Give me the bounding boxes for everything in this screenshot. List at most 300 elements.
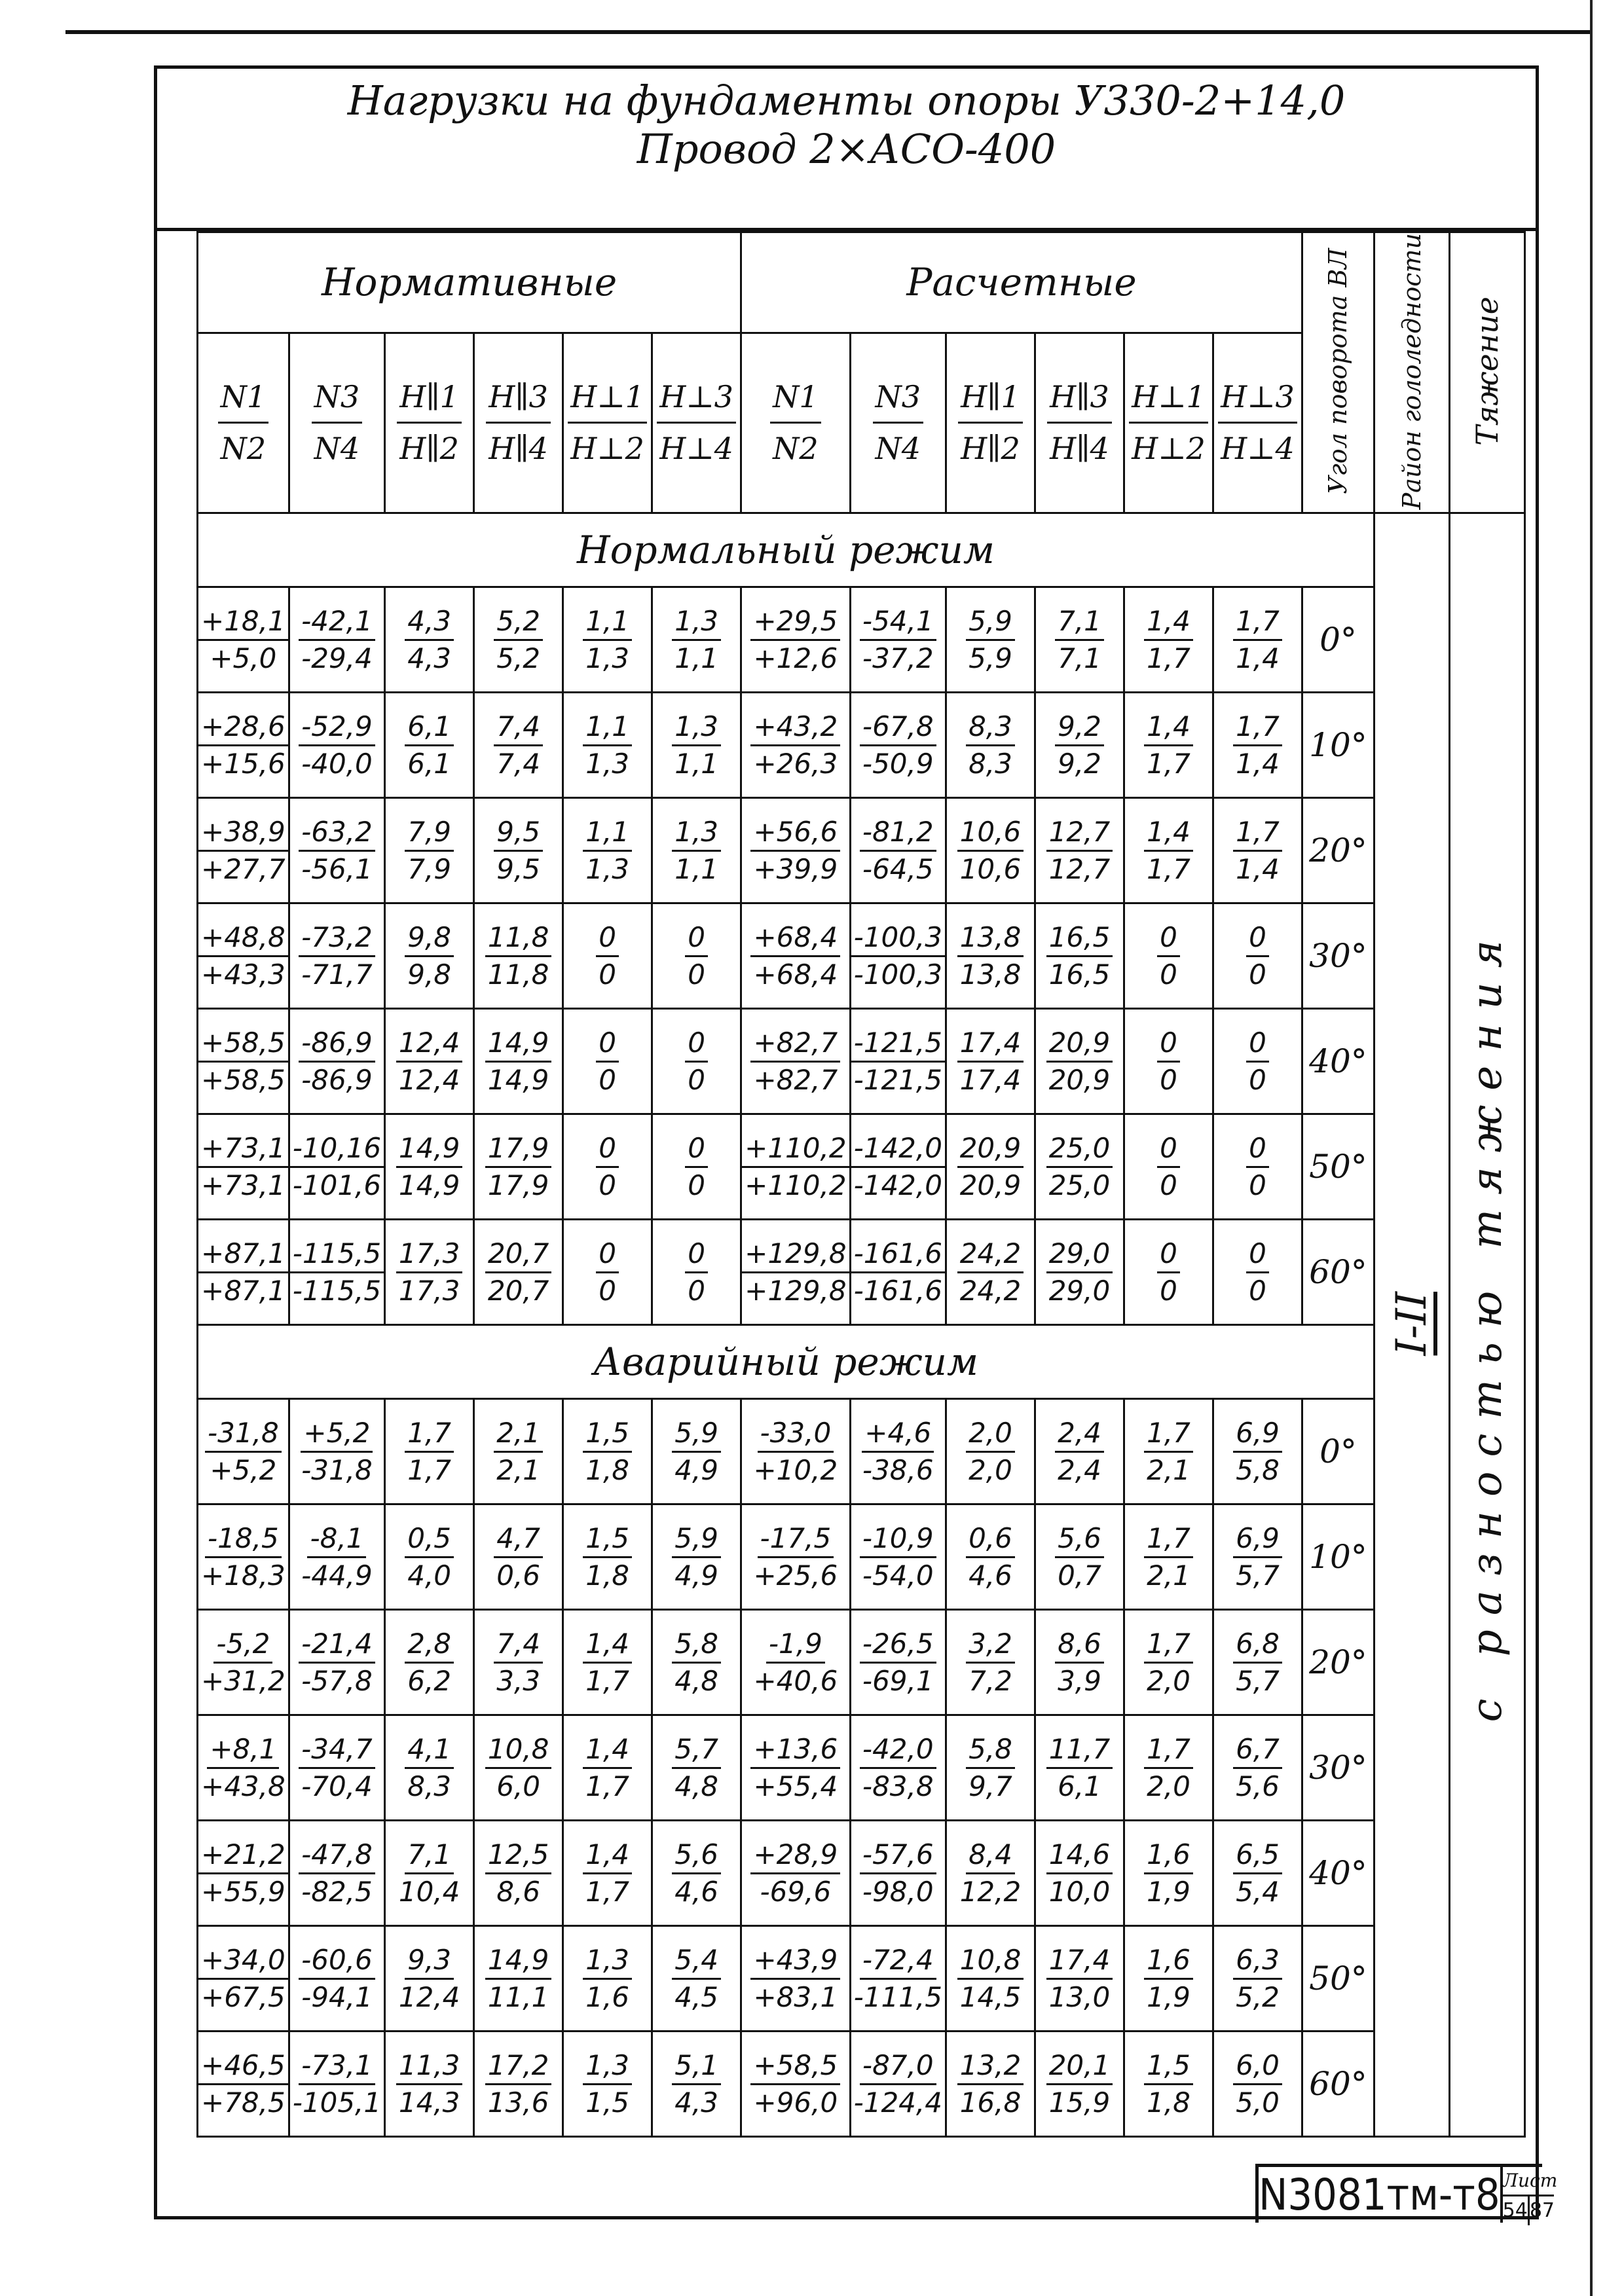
table-cell (289, 1926, 384, 2032)
table-row (198, 2032, 1525, 2137)
value-bottom: 1,7 (585, 1770, 630, 1802)
value-bottom: +15,6 (201, 747, 286, 780)
value-bottom: 11,8 (487, 958, 549, 991)
value-top: 9,8 (405, 920, 454, 957)
sheet-title (157, 77, 1536, 173)
value-top: +13,6 (750, 1732, 840, 1769)
sheet-info (1500, 2167, 1558, 2223)
value-bottom: 1,1 (674, 852, 719, 885)
table-row (198, 1926, 1525, 2032)
table-row (198, 1715, 1525, 1821)
value-bottom: -94,1 (301, 1980, 373, 2013)
value-bottom: -100,3 (853, 958, 942, 991)
value-top: 1,4 (583, 1626, 632, 1664)
value-top: 6,8 (1233, 1626, 1282, 1664)
value-bottom: +87,1 (201, 1274, 286, 1307)
value-bottom: 14,9 (487, 1063, 549, 1096)
value-bottom: 4,8 (674, 1664, 719, 1697)
value-bottom: 9,5 (496, 852, 541, 885)
value-bottom: +55,4 (753, 1770, 838, 1802)
value-top: 2,0 (966, 1415, 1015, 1453)
table-cell (1213, 903, 1302, 1009)
value-bottom: 12,4 (398, 1063, 460, 1096)
value-top: +38,9 (198, 814, 288, 852)
value-top: -54,1 (860, 604, 936, 641)
angle-cell: 10° (1302, 693, 1374, 798)
value-bottom: 2,1 (1147, 1453, 1190, 1486)
value-bottom: -71,7 (301, 958, 373, 991)
value-top: 4,1 (405, 1732, 454, 1769)
value-top: -31,8 (205, 1415, 282, 1453)
value-bottom: -70,4 (301, 1770, 373, 1802)
table-cell (946, 1504, 1035, 1610)
table-cell (1124, 1114, 1213, 1220)
value-bottom: 4,9 (674, 1559, 719, 1592)
table-cell (850, 1821, 946, 1926)
table-cell (1213, 1926, 1302, 2032)
table-cell (385, 693, 474, 798)
value-bottom: -86,9 (301, 1063, 373, 1096)
value-bottom: 1,9 (1147, 1980, 1190, 2013)
value-top: 1,1 (583, 709, 632, 746)
value-bottom: 7,1 (1058, 642, 1101, 674)
table-cell (850, 587, 946, 693)
value-bottom: -31,8 (301, 1453, 373, 1486)
value-bottom: 25,0 (1048, 1169, 1111, 1201)
table-cell (1213, 693, 1302, 798)
table-cell (289, 1715, 384, 1821)
value-bottom: +58,5 (201, 1063, 286, 1096)
value-top: -21,4 (299, 1626, 375, 1664)
table-cell (850, 1715, 946, 1821)
value-top: H∥3 (486, 372, 551, 424)
table-cell (652, 1399, 741, 1504)
table-row (198, 1009, 1525, 1114)
value-top: 8,3 (966, 709, 1015, 746)
value-bottom: -56,1 (301, 852, 373, 885)
table-cell (850, 1399, 946, 1504)
value-top: 4,7 (494, 1521, 543, 1558)
table-cell (1035, 1715, 1124, 1821)
value-bottom: 0 (688, 958, 705, 991)
value-top: 5,7 (672, 1732, 721, 1769)
value-bottom: 2,0 (1147, 1664, 1190, 1697)
value-top: +43,2 (750, 709, 840, 746)
table-cell (563, 1926, 652, 2032)
value-bottom: +5,2 (210, 1453, 277, 1486)
value-top: +8,1 (207, 1732, 279, 1769)
table-cell (385, 1399, 474, 1504)
table-cell (946, 1009, 1035, 1114)
value-bottom: 0 (1249, 1169, 1266, 1201)
header-angle: Угол поворота ВЛ (1302, 232, 1374, 513)
value-top: 11,3 (396, 2048, 463, 2085)
value-top: 5,6 (1055, 1521, 1104, 1558)
value-bottom: -69,6 (760, 1875, 832, 1908)
value-top: N1 (218, 372, 269, 424)
table-cell (1124, 798, 1213, 903)
table-cell (652, 1821, 741, 1926)
table-cell (1035, 1009, 1124, 1114)
table-cell (198, 1610, 289, 1715)
value-bottom: 14,9 (398, 1169, 460, 1201)
value-top: 1,6 (1144, 1837, 1193, 1874)
table-cell (563, 1009, 652, 1114)
value-top: 13,2 (957, 2048, 1024, 2085)
value-top: -42,1 (299, 604, 375, 641)
table-cell (563, 903, 652, 1009)
value-top: 1,7 (1233, 709, 1282, 746)
value-bottom: 4,0 (407, 1559, 452, 1592)
value-top: 7,1 (1055, 604, 1104, 641)
value-bottom: 1,7 (1147, 747, 1190, 780)
value-bottom: 17,3 (398, 1274, 460, 1307)
value-top: 17,9 (485, 1131, 552, 1168)
value-top: 1,4 (583, 1837, 632, 1874)
value-top: 24,2 (957, 1236, 1024, 1273)
value-top: 0 (596, 920, 619, 957)
table-cell (946, 1926, 1035, 2032)
table-cell (198, 1009, 289, 1114)
value-bottom: 0 (599, 1063, 616, 1096)
value-top: 6,9 (1233, 1521, 1282, 1558)
value-top: 14,9 (485, 1025, 552, 1063)
value-bottom: 7,4 (496, 747, 541, 780)
drawing-frame (154, 65, 1558, 2222)
table-cell (563, 587, 652, 693)
value-bottom: -121,5 (853, 1063, 942, 1096)
value-top: 1,5 (583, 1521, 632, 1558)
value-bottom: H⊥2 (570, 431, 644, 467)
value-bottom: 5,8 (1236, 1453, 1280, 1486)
value-bottom: +27,7 (201, 852, 286, 885)
table-row (198, 1504, 1525, 1610)
value-bottom: +68,4 (753, 958, 838, 991)
header-tension: Тяжение (1449, 232, 1524, 513)
angle-cell: 10° (1302, 1504, 1374, 1610)
value-top: 5,4 (672, 1942, 721, 1980)
value-top: N3 (312, 372, 363, 424)
value-bottom: -38,6 (862, 1453, 934, 1486)
value-top: 0 (1246, 920, 1269, 957)
value-bottom: 0 (1249, 1063, 1266, 1096)
value-bottom: 0 (599, 1169, 616, 1201)
table-cell (652, 1114, 741, 1220)
value-top: 1,4 (1144, 814, 1193, 852)
value-top: H⊥3 (657, 372, 736, 424)
table-cell (741, 798, 850, 903)
value-bottom: 14,3 (398, 2086, 460, 2119)
value-bottom: 6,1 (407, 747, 452, 780)
table-cell (385, 1009, 474, 1114)
table-cell (741, 2032, 850, 2137)
table-cell (850, 693, 946, 798)
value-bottom: 6,2 (407, 1664, 452, 1697)
table-row (198, 1399, 1525, 1504)
table-cell (652, 1009, 741, 1114)
value-top: 0 (685, 1131, 708, 1168)
value-bottom: H⊥2 (1132, 431, 1206, 467)
value-bottom: 15,9 (1048, 2086, 1111, 2119)
value-bottom: -54,0 (862, 1559, 934, 1592)
value-top: -81,2 (860, 814, 936, 852)
table-cell (563, 2032, 652, 2137)
value-bottom: +26,3 (753, 747, 838, 780)
value-bottom: 29,0 (1048, 1274, 1111, 1307)
angle-cell: 60° (1302, 2032, 1374, 2137)
value-bottom: 17,9 (487, 1169, 549, 1201)
table-cell (289, 1009, 384, 1114)
table-cell (474, 903, 563, 1009)
table-cell (1213, 1220, 1302, 1325)
value-bottom: 17,4 (959, 1063, 1022, 1096)
value-top: 2,1 (494, 1415, 543, 1453)
value-bottom: 0 (599, 958, 616, 991)
value-top: 9,3 (405, 1942, 454, 1980)
value-top: 1,7 (1144, 1732, 1193, 1769)
value-top: 1,3 (672, 604, 721, 641)
value-top: 17,3 (396, 1236, 463, 1273)
column-header (850, 333, 946, 513)
value-bottom: 1,4 (1236, 852, 1280, 885)
value-top: 25,0 (1046, 1131, 1113, 1168)
table-cell (1213, 1009, 1302, 1114)
table-row (198, 798, 1525, 903)
value-top: +82,7 (750, 1025, 840, 1063)
table-cell (563, 1610, 652, 1715)
value-top: -47,8 (299, 1837, 375, 1874)
value-bottom: 1,1 (674, 747, 719, 780)
value-bottom: 5,6 (1236, 1770, 1280, 1802)
table-cell (474, 693, 563, 798)
value-top: H⊥3 (1218, 372, 1297, 424)
value-top: 0,5 (405, 1521, 454, 1558)
value-bottom: H∥2 (961, 431, 1020, 467)
value-bottom: +55,9 (201, 1875, 286, 1908)
value-top: 7,1 (405, 1837, 454, 1874)
value-bottom: 9,2 (1058, 747, 1101, 780)
table-cell (474, 1821, 563, 1926)
table-cell (946, 903, 1035, 1009)
value-bottom: +43,3 (201, 958, 286, 991)
value-top: 20,9 (957, 1131, 1024, 1168)
table-cell (474, 1504, 563, 1610)
value-top: 0 (1157, 1236, 1180, 1273)
table-cell (1035, 798, 1124, 903)
value-top: 1,6 (1144, 1942, 1193, 1980)
table-cell (946, 693, 1035, 798)
table-cell (741, 1399, 850, 1504)
value-top: -60,6 (299, 1942, 375, 1980)
table-cell (652, 798, 741, 903)
value-bottom: -44,9 (301, 1559, 373, 1592)
table-cell (474, 798, 563, 903)
table-cell (946, 1821, 1035, 1926)
column-header (385, 333, 474, 513)
table-cell (946, 1610, 1035, 1715)
table-cell (850, 1504, 946, 1610)
value-top: 8,4 (966, 1837, 1015, 1874)
value-top: H∥3 (1047, 372, 1112, 424)
table-cell (850, 1220, 946, 1325)
header-district: Район гололедности (1374, 232, 1449, 513)
table-cell (1035, 903, 1124, 1009)
value-bottom: 20,9 (959, 1169, 1022, 1201)
value-top: 17,4 (1046, 1942, 1113, 1980)
table-cell (1124, 1220, 1213, 1325)
table-cell (1035, 693, 1124, 798)
value-bottom: 20,7 (487, 1274, 549, 1307)
value-top: 2,8 (405, 1626, 454, 1664)
table-cell (289, 693, 384, 798)
value-top: -10,9 (860, 1521, 936, 1558)
value-bottom: 2,1 (1147, 1559, 1190, 1592)
value-bottom: N4 (314, 431, 360, 467)
value-bottom: 0 (688, 1169, 705, 1201)
table-cell (563, 1114, 652, 1220)
value-bottom: +12,6 (753, 642, 838, 674)
value-top: 5,9 (966, 604, 1015, 641)
value-bottom: 5,9 (969, 642, 1012, 674)
value-bottom: 5,7 (1236, 1559, 1280, 1592)
value-top: -10,16 (290, 1131, 384, 1168)
value-top: +28,9 (750, 1837, 840, 1874)
value-bottom: 1,6 (585, 1980, 630, 2013)
table-cell (198, 587, 289, 693)
value-bottom: +40,6 (753, 1664, 838, 1697)
table-row (198, 903, 1525, 1009)
value-top: +58,5 (198, 1025, 288, 1063)
angle-cell: 0° (1302, 1399, 1374, 1504)
value-bottom: 4,5 (674, 1980, 719, 2013)
value-top: +34,0 (198, 1942, 288, 1980)
table-cell (652, 587, 741, 693)
column-header (652, 333, 741, 513)
value-bottom: 3,3 (496, 1664, 541, 1697)
value-bottom: 4,6 (674, 1875, 719, 1908)
value-bottom: H∥4 (1050, 431, 1109, 467)
value-bottom: N2 (220, 431, 267, 467)
value-top: 1,3 (583, 2048, 632, 2085)
value-bottom: 2,1 (496, 1453, 541, 1486)
document-code: N3081тм-т8 (1259, 2170, 1500, 2220)
value-bottom: 24,2 (959, 1274, 1022, 1307)
table-cell (563, 1821, 652, 1926)
angle-cell: 40° (1302, 1009, 1374, 1114)
value-top: 0 (1246, 1236, 1269, 1273)
value-bottom: 1,8 (1147, 2086, 1190, 2119)
value-top: 10,6 (957, 814, 1024, 852)
table-cell (198, 1504, 289, 1610)
value-top: 0 (596, 1236, 619, 1273)
table-cell (850, 1114, 946, 1220)
value-top: 14,9 (396, 1131, 463, 1168)
value-top: +73,1 (198, 1131, 288, 1168)
value-bottom: 4,8 (674, 1770, 719, 1802)
value-bottom: 1,4 (1236, 642, 1280, 674)
column-header (1035, 333, 1124, 513)
value-bottom: 4,3 (674, 2086, 719, 2119)
table-cell (198, 2032, 289, 2137)
table-cell (741, 1821, 850, 1926)
value-top: +46,5 (198, 2048, 288, 2085)
table-cell (652, 1504, 741, 1610)
table-cell (946, 1399, 1035, 1504)
value-top: +48,8 (198, 920, 288, 957)
value-top: 0 (596, 1025, 619, 1063)
value-bottom: 12,2 (959, 1875, 1022, 1908)
table-cell (385, 1715, 474, 1821)
tension-cell: с разностью тяжения (1449, 513, 1524, 2137)
sheet-label: Лист (1503, 2167, 1554, 2196)
angle-cell: 50° (1302, 1114, 1374, 1220)
table-cell (198, 1399, 289, 1504)
value-top: 6,7 (1233, 1732, 1282, 1769)
table-cell (563, 1715, 652, 1821)
value-bottom: 2,0 (969, 1453, 1012, 1486)
value-bottom: 1,8 (585, 1559, 630, 1592)
value-top: 0 (1157, 1131, 1180, 1168)
table-cell (741, 1114, 850, 1220)
value-top: -100,3 (851, 920, 945, 957)
table-cell (850, 798, 946, 903)
value-bottom: 6,0 (496, 1770, 541, 1802)
angle-cell: 0° (1302, 587, 1374, 693)
column-header (1124, 333, 1213, 513)
table-cell (198, 1821, 289, 1926)
table-row (198, 587, 1525, 693)
value-top: +28,6 (198, 709, 288, 746)
table-cell (1213, 1821, 1302, 1926)
value-top: 1,7 (1144, 1521, 1193, 1558)
value-top: 11,7 (1046, 1732, 1113, 1769)
column-header (1213, 333, 1302, 513)
value-bottom: +31,2 (201, 1664, 286, 1697)
value-top: 11,8 (485, 920, 552, 957)
value-bottom: 13,6 (487, 2086, 549, 2119)
table-cell (946, 1715, 1035, 1821)
value-top: +110,2 (742, 1131, 849, 1168)
table-cell (1035, 1114, 1124, 1220)
value-bottom: 4,3 (407, 642, 452, 674)
table-cell (1035, 1504, 1124, 1610)
value-top: 0 (685, 920, 708, 957)
page-top-rule (65, 30, 1591, 34)
value-top: +18,1 (198, 604, 288, 641)
table-cell (1124, 903, 1213, 1009)
value-top: 1,3 (583, 1942, 632, 1980)
table-cell (652, 903, 741, 1009)
value-top: 0 (685, 1025, 708, 1063)
value-top: 1,4 (1144, 604, 1193, 641)
value-top: N1 (770, 372, 821, 424)
value-top: 0 (1246, 1131, 1269, 1168)
column-header (946, 333, 1035, 513)
value-bottom: -82,5 (301, 1875, 373, 1908)
value-bottom: -29,4 (301, 642, 373, 674)
value-bottom: 0 (688, 1274, 705, 1307)
value-top: -34,7 (299, 1732, 375, 1769)
value-bottom: +83,1 (753, 1980, 838, 2013)
value-top: 0 (596, 1131, 619, 1168)
value-bottom: 1,3 (585, 852, 630, 885)
sheet-number: 54 (1502, 2199, 1528, 2222)
value-top: 17,2 (485, 2048, 552, 2085)
column-header (563, 333, 652, 513)
table-cell (385, 1926, 474, 2032)
table-cell (741, 1926, 850, 2032)
table-cell (741, 1504, 850, 1610)
